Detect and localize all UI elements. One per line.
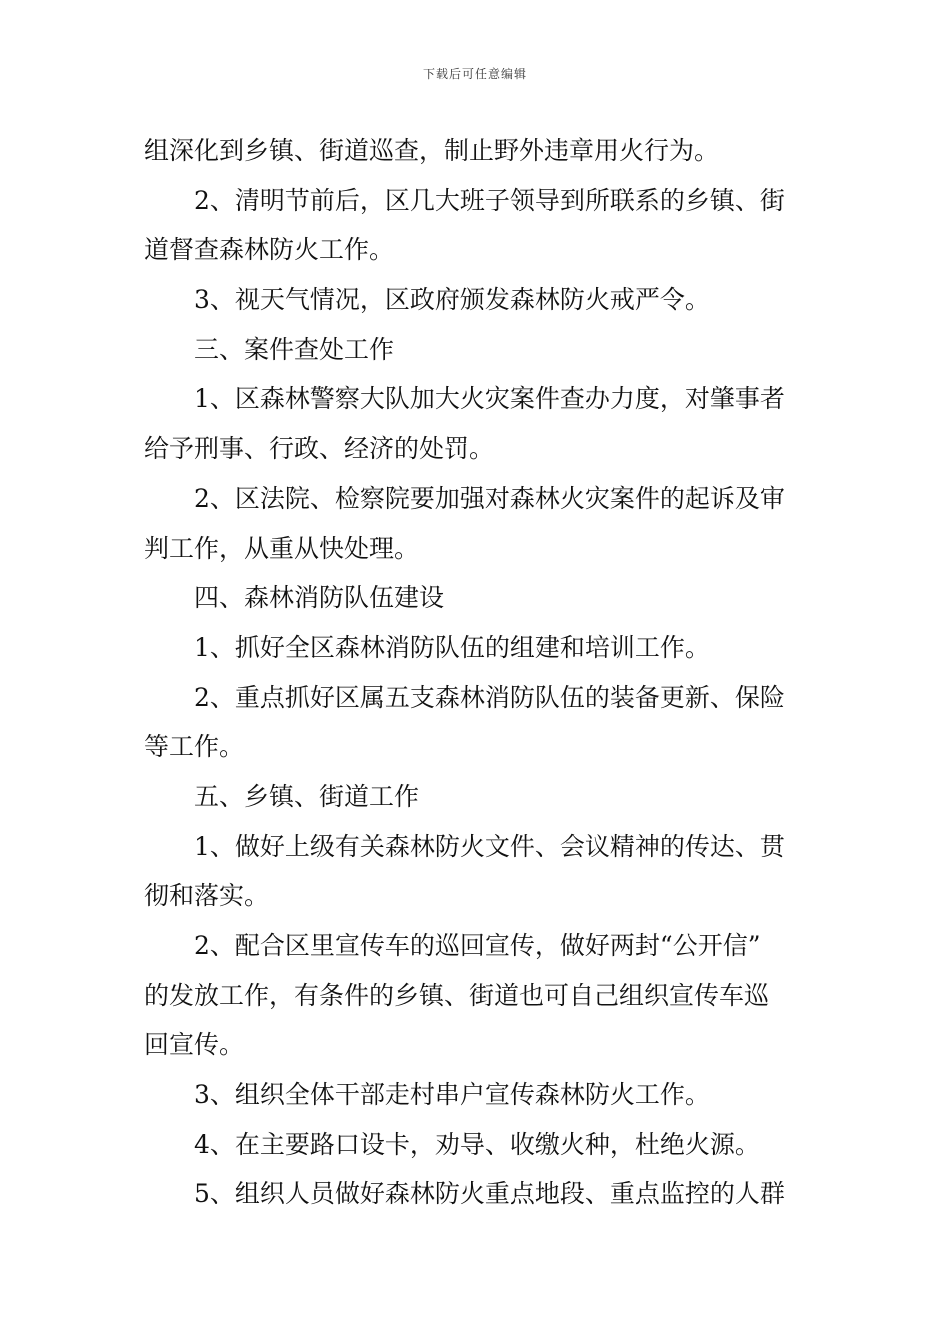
- text-line: 判工作，从重从快处理。: [144, 533, 420, 563]
- paragraph-line: 3、组织全体干部走村串户宣传森林防火工作。: [194, 1080, 710, 1110]
- text-line: 给予刑事、行政、经济的处罚。: [144, 434, 495, 464]
- paragraph-line: 1、抓好全区森林消防队伍的组建和培训工作。: [194, 632, 710, 662]
- paragraph-line: 2、清明节前后，区几大班子领导到所联系的乡镇、街: [194, 185, 785, 215]
- section-heading: 四、森林消防队伍建设: [194, 583, 445, 613]
- section-heading: 五、乡镇、街道工作: [194, 781, 420, 811]
- text-line: 的发放工作，有条件的乡镇、街道也可自己组织宣传车巡: [144, 980, 770, 1010]
- text-line: 道督查森林防火工作。: [144, 235, 395, 265]
- paragraph-line: 1、区森林警察大队加大火灾案件查办力度，对肇事者: [194, 384, 785, 414]
- paragraph-line: 2、配合区里宣传车的巡回宣传，做好两封“公开信”: [194, 931, 761, 960]
- paragraph-line: 1、做好上级有关森林防火文件、会议精神的传达、贯: [194, 831, 785, 861]
- text-line: 回宣传。: [144, 1030, 245, 1060]
- paragraph-line: 2、重点抓好区属五支森林消防队伍的装备更新、保险: [194, 682, 785, 712]
- page-header: 下载后可任意编辑: [422, 67, 527, 81]
- text-line: 等工作。: [144, 732, 245, 762]
- paragraph-line: 5、组织人员做好森林防火重点地段、重点监控的人群: [194, 1179, 785, 1209]
- text-line: 组深化到乡镇、街道巡查，制止野外违章用火行为。: [144, 136, 720, 165]
- paragraph-line: 2、区法院、检察院要加强对森林火灾案件的起诉及审: [194, 483, 785, 513]
- text-line: 彻和落实。: [144, 881, 270, 911]
- document-body: [144, 127, 809, 1220]
- paragraph-line: 3、视天气情况，区政府颁发森林防火戒严令。: [194, 285, 710, 315]
- section-heading: 三、案件查处工作: [194, 334, 395, 364]
- paragraph-line: 4、在主要路口设卡，劝导、收缴火种，杜绝火源。: [194, 1129, 760, 1159]
